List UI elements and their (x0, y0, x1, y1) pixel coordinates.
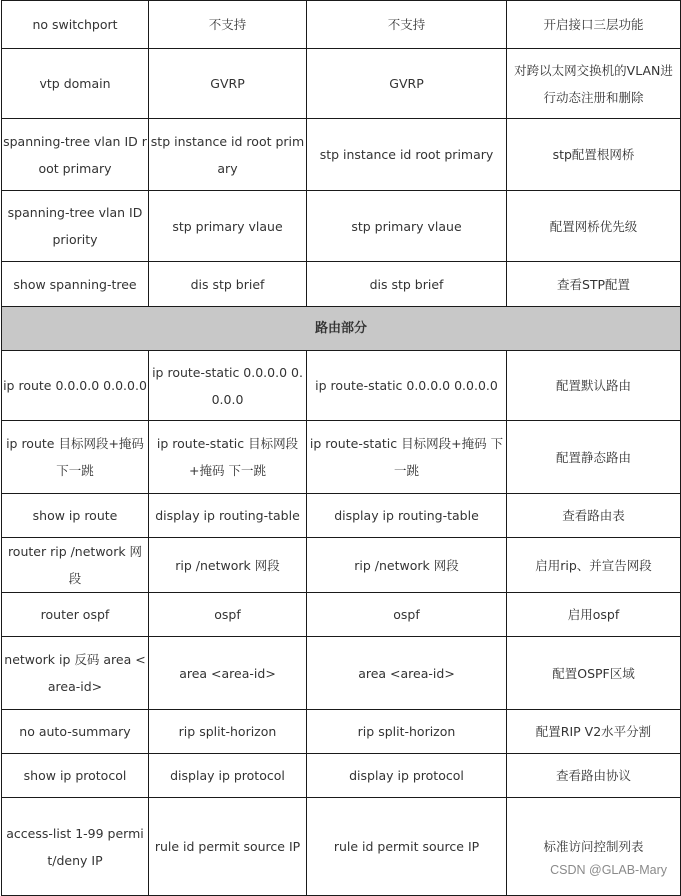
table-cell: access-list 1-99 permit/deny IP (2, 798, 149, 896)
table-cell: display ip protocol (149, 754, 307, 798)
table-row (2, 119, 681, 191)
table-cell: area <area-id> (307, 637, 507, 710)
table-cell: stp instance id root primary (307, 119, 507, 191)
table-row (2, 49, 681, 119)
table-cell: 配置网桥优先级 (507, 191, 681, 262)
table-row (2, 1, 681, 49)
section-title: 路由部分 (2, 307, 681, 351)
table-cell: 查看STP配置 (507, 262, 681, 307)
table-cell: GVRP (307, 49, 507, 119)
table-cell: 查看路由协议 (507, 754, 681, 798)
table-cell: stp primary vlaue (307, 191, 507, 262)
table-cell: display ip routing-table (149, 494, 307, 538)
table-cell: ospf (149, 593, 307, 637)
table-cell: 标准访问控制列表 (507, 798, 681, 896)
table-cell: 配置默认路由 (507, 351, 681, 421)
table-cell: 启用rip、并宣告网段 (507, 538, 681, 593)
table-row (2, 494, 681, 538)
table-cell: 不支持 (307, 1, 507, 49)
table-cell: ospf (307, 593, 507, 637)
table-row (2, 351, 681, 421)
table-row (2, 262, 681, 307)
table-cell: router ospf (2, 593, 149, 637)
table-cell: 查看路由表 (507, 494, 681, 538)
table-cell: area <area-id> (149, 637, 307, 710)
table-cell: 对跨以太网交换机的VLAN进行动态注册和删除 (507, 49, 681, 119)
table-cell: rule id permit source IP (307, 798, 507, 896)
table-row (2, 593, 681, 637)
table-cell: GVRP (149, 49, 307, 119)
table-cell: 配置OSPF区域 (507, 637, 681, 710)
table-cell: ip route-static 0.0.0.0 0.0.0.0 (307, 351, 507, 421)
table-row (2, 637, 681, 710)
table-cell: vtp domain (2, 49, 149, 119)
table-cell: dis stp brief (307, 262, 507, 307)
table-cell: rip /network 网段 (149, 538, 307, 593)
command-comparison-table (1, 0, 681, 896)
table-cell: 开启接口三层功能 (507, 1, 681, 49)
table-cell: rip split-horizon (307, 710, 507, 754)
table-cell: 配置静态路由 (507, 421, 681, 494)
table-row (2, 538, 681, 593)
table-cell: rip /network 网段 (307, 538, 507, 593)
table-cell: spanning-tree vlan ID priority (2, 191, 149, 262)
table-row (2, 421, 681, 494)
table-cell: display ip routing-table (307, 494, 507, 538)
table-cell: rip split-horizon (149, 710, 307, 754)
watermark: CSDN @GLAB-Mary (550, 863, 667, 877)
table-cell: show ip route (2, 494, 149, 538)
section-header-row (2, 307, 681, 351)
table-cell: 配置RIP V2水平分割 (507, 710, 681, 754)
table-cell: show spanning-tree (2, 262, 149, 307)
table-cell: 不支持 (149, 1, 307, 49)
table-cell: show ip protocol (2, 754, 149, 798)
table-cell: stp配置根网桥 (507, 119, 681, 191)
table-cell: rule id permit source IP (149, 798, 307, 896)
table-cell: router rip /network 网段 (2, 538, 149, 593)
table-cell: stp instance id root primary (149, 119, 307, 191)
table-cell: spanning-tree vlan ID root primary (2, 119, 149, 191)
table-cell: ip route 0.0.0.0 0.0.0.0 (2, 351, 149, 421)
table-cell: no auto-summary (2, 710, 149, 754)
table-cell: dis stp brief (149, 262, 307, 307)
table-row (2, 754, 681, 798)
table-cell: no switchport (2, 1, 149, 49)
table-cell: display ip protocol (307, 754, 507, 798)
table-cell: stp primary vlaue (149, 191, 307, 262)
table-cell: ip route-static 目标网段+掩码 下一跳 (149, 421, 307, 494)
table-cell: ip route 目标网段+掩码 下一跳 (2, 421, 149, 494)
table-cell: ip route-static 目标网段+掩码 下一跳 (307, 421, 507, 494)
table-row (2, 710, 681, 754)
table-cell: 启用ospf (507, 593, 681, 637)
table-cell: network ip 反码 area <area-id> (2, 637, 149, 710)
table-cell: ip route-static 0.0.0.0 0.0.0.0 (149, 351, 307, 421)
table-body (2, 1, 681, 896)
table-row (2, 798, 681, 896)
table-row (2, 191, 681, 262)
